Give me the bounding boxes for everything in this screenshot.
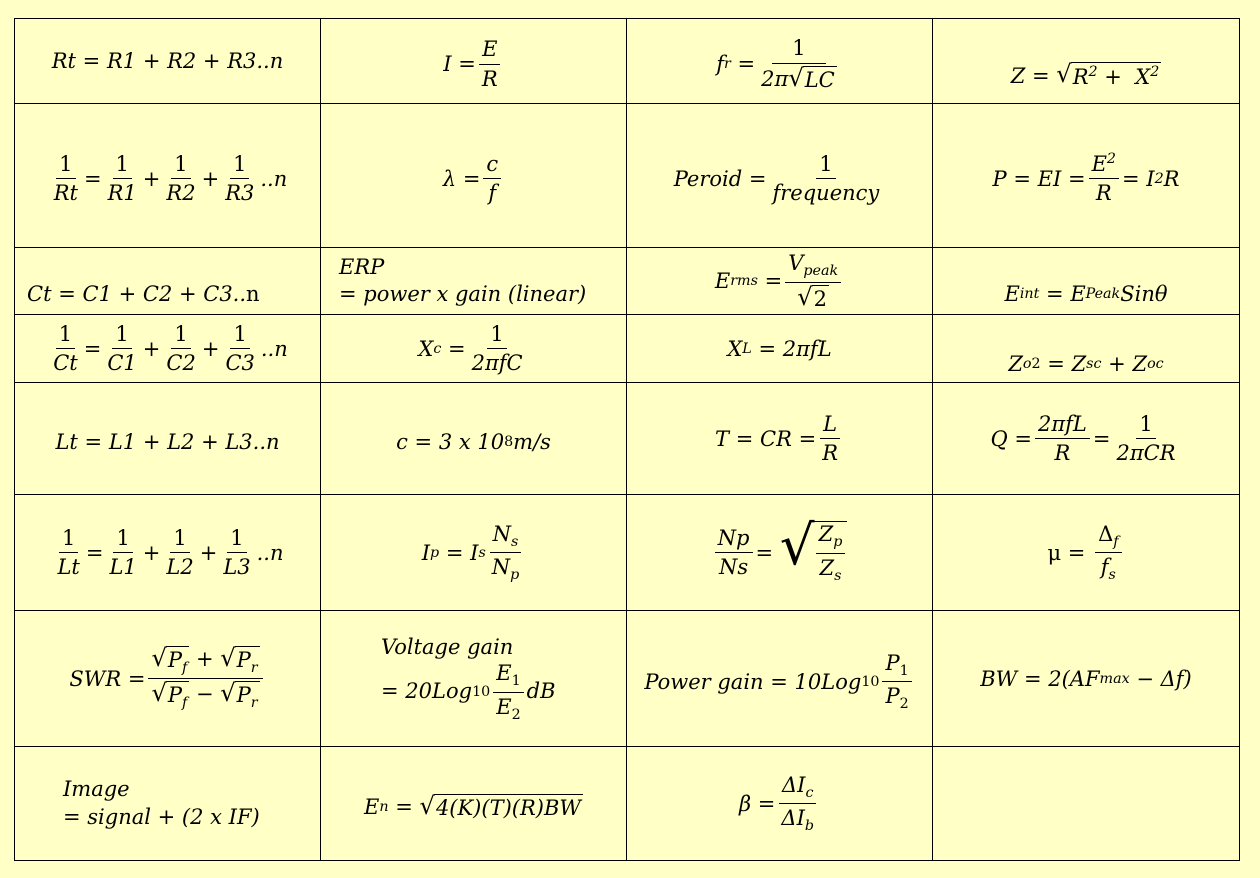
formula-lhs: Rt bbox=[51, 49, 76, 73]
minus-sign: − bbox=[1136, 666, 1154, 691]
equals-sign: = bbox=[1032, 63, 1050, 88]
equals-sign: = bbox=[758, 336, 777, 361]
unit: m/s bbox=[513, 429, 551, 454]
term: EI bbox=[1037, 166, 1062, 191]
denominator: R1 bbox=[107, 181, 137, 205]
numerator: Δ bbox=[1098, 521, 1114, 546]
unit: dB bbox=[526, 679, 556, 704]
superscript: 2 bbox=[1031, 356, 1041, 372]
formula-speed-of-light bbox=[321, 383, 627, 495]
superscript: 2 bbox=[1106, 151, 1116, 168]
formula-lhs: P bbox=[992, 166, 1007, 191]
denominator: frequency bbox=[772, 181, 880, 205]
subscript: p bbox=[510, 566, 520, 583]
formula-erp bbox=[321, 248, 627, 315]
denominator: Rt bbox=[53, 181, 78, 205]
formula-lhs: Peroid bbox=[673, 166, 743, 191]
subscript: f bbox=[182, 659, 188, 676]
equals-sign: = bbox=[462, 166, 481, 191]
plus-sign: + bbox=[142, 166, 161, 191]
denominator: ΔI bbox=[781, 806, 805, 830]
equals-sign: = bbox=[395, 794, 413, 819]
equals-sign: = bbox=[1014, 426, 1032, 451]
equals-sign: = bbox=[748, 166, 767, 191]
empty-cell bbox=[933, 747, 1240, 861]
equals-sign: = bbox=[798, 426, 817, 451]
denominator: L2 bbox=[166, 555, 194, 579]
subscript: s bbox=[834, 567, 842, 584]
denominator-prefix: 2π bbox=[761, 66, 789, 91]
term: 20Log bbox=[405, 679, 473, 704]
continuation: ..n bbox=[260, 336, 288, 361]
equals-sign: = bbox=[770, 669, 788, 694]
formula-lhs: c bbox=[396, 429, 408, 454]
term: Δf) bbox=[1160, 666, 1192, 691]
subscript: L bbox=[742, 340, 752, 357]
formula-lhs: T bbox=[715, 426, 730, 451]
equals-sign: = bbox=[1067, 166, 1086, 191]
formula-swr: SWR = √ $P_f$ + √ $P_r$ √ $P_f$ − √ $P_r$ bbox=[15, 611, 321, 747]
denominator: C2 bbox=[166, 351, 196, 375]
radicand: 2 bbox=[813, 286, 828, 311]
table-row bbox=[15, 495, 1240, 611]
numerator: P bbox=[885, 650, 900, 675]
square-root: √ $\frac{Z_p}{Z_s}$ bbox=[780, 521, 848, 584]
subscript: 1 bbox=[511, 673, 521, 690]
formula-total-inductance-parallel bbox=[15, 495, 321, 611]
superscript: 2 bbox=[1088, 64, 1098, 81]
equals-sign: = bbox=[735, 426, 754, 451]
denominator: Z bbox=[819, 555, 835, 580]
term: E bbox=[1070, 282, 1086, 306]
formula-total-resistance-parallel bbox=[15, 104, 321, 248]
subscript: 10 bbox=[861, 673, 880, 690]
formula-total-resistance-series bbox=[15, 19, 321, 104]
formula-lhs: ERP bbox=[339, 254, 385, 279]
equals-sign: = bbox=[82, 49, 101, 73]
term: CR bbox=[760, 426, 792, 451]
numerator: 1 bbox=[227, 526, 246, 553]
formula-lhs: BW bbox=[980, 666, 1018, 691]
equals-sign: = bbox=[83, 166, 102, 191]
denominator: R bbox=[822, 441, 838, 465]
formula-q-factor bbox=[933, 383, 1240, 495]
formula-resonant-frequency bbox=[627, 19, 933, 104]
term: R bbox=[1072, 65, 1089, 89]
subscript: b bbox=[804, 817, 815, 834]
subscript: Peak bbox=[1085, 286, 1121, 302]
formula-lhs: Voltage gain bbox=[381, 634, 514, 659]
formula-total-capacitance-series bbox=[15, 248, 321, 315]
equals-sign: = bbox=[445, 540, 464, 565]
formula-lhs: Q bbox=[990, 426, 1008, 451]
formula-total-capacitance-parallel bbox=[15, 315, 321, 383]
plus-sign: + bbox=[195, 646, 214, 671]
denominator: C3 bbox=[225, 351, 255, 375]
formula-time-constant bbox=[627, 383, 933, 495]
term: P bbox=[167, 647, 182, 672]
formula-modulation-index bbox=[933, 495, 1240, 611]
subscript: f bbox=[182, 694, 188, 711]
fraction bbox=[479, 37, 501, 90]
formula-capacitive-reactance bbox=[321, 315, 627, 383]
subscript: 10 bbox=[472, 683, 491, 700]
table-row bbox=[15, 383, 1240, 495]
formula-lhs: Power gain bbox=[644, 669, 764, 694]
formula-noise-voltage bbox=[321, 747, 627, 861]
formula-lhs: X bbox=[418, 336, 434, 361]
subscript: sc bbox=[1086, 356, 1102, 372]
numerator: 1 bbox=[772, 36, 825, 63]
numerator: 1 bbox=[230, 322, 249, 349]
numerator: 1 bbox=[56, 152, 75, 179]
equals-sign: = bbox=[764, 268, 783, 293]
numerator: 1 bbox=[1136, 412, 1155, 439]
formula-power bbox=[933, 104, 1240, 248]
formula-lhs: β bbox=[738, 791, 752, 816]
equals-sign: = bbox=[381, 679, 399, 704]
formula-image-frequency bbox=[15, 747, 321, 861]
table-row bbox=[15, 747, 1240, 861]
formula-lhs: E bbox=[714, 268, 731, 293]
formula-rhs: R1 + R2 + R3..n bbox=[106, 49, 284, 73]
formula-power-gain bbox=[627, 611, 933, 747]
numerator: Np bbox=[715, 526, 753, 553]
numerator: 1 bbox=[230, 152, 249, 179]
subscript: p bbox=[833, 534, 843, 551]
formula-rhs: = power x gain (linear) bbox=[339, 282, 587, 306]
numerator: 1 bbox=[487, 322, 506, 349]
subscript: n bbox=[379, 798, 389, 815]
subscript: r bbox=[724, 56, 731, 72]
formula-rhs: L1 + L2 + L3..n bbox=[108, 429, 280, 454]
term: X bbox=[1135, 65, 1151, 89]
formula-transistor-beta bbox=[627, 747, 933, 861]
numerator: E bbox=[479, 37, 500, 64]
equals-sign: = bbox=[1023, 666, 1042, 691]
formula-lhs: E bbox=[364, 794, 380, 819]
radicand: 4(K)(T)(R)BW bbox=[435, 795, 581, 820]
denominator: P bbox=[885, 684, 900, 708]
denominator: 2πfC bbox=[471, 351, 523, 375]
numerator: 1 bbox=[56, 322, 75, 349]
plus-sign: + bbox=[201, 336, 220, 361]
numerator: 1 bbox=[170, 526, 189, 553]
formula-bandwidth bbox=[933, 611, 1240, 747]
numerator: 1 bbox=[171, 322, 190, 349]
formula-transformer-current bbox=[321, 495, 627, 611]
term: P bbox=[236, 683, 251, 707]
subscript: 1 bbox=[899, 662, 909, 679]
numerator: 1 bbox=[113, 526, 132, 553]
superscript: 2 bbox=[1150, 64, 1160, 81]
numerator: 1 bbox=[816, 152, 835, 179]
equals-sign: = bbox=[737, 52, 756, 76]
formula-lhs: f bbox=[716, 52, 725, 76]
denominator: f bbox=[1100, 555, 1109, 579]
formula-lhs: μ bbox=[1047, 540, 1062, 565]
numerator: c bbox=[483, 152, 501, 179]
plus-sign: + bbox=[1104, 65, 1122, 89]
formula-lhs: Z bbox=[1010, 63, 1026, 88]
formula-lhs: λ bbox=[442, 166, 457, 191]
formula-lhs: Z bbox=[1008, 352, 1023, 376]
formula-lhs: I bbox=[443, 52, 452, 76]
formula-rhs: C1 + C2 + C3.. bbox=[82, 282, 247, 306]
numerator: 1 bbox=[171, 152, 190, 179]
term: 10Log bbox=[794, 669, 862, 694]
square-root: √ LC bbox=[788, 63, 835, 92]
denominator: R bbox=[1054, 441, 1071, 465]
formula-lhs: I bbox=[421, 540, 431, 565]
formula-ohms-law-current bbox=[321, 19, 627, 104]
equals-sign: = bbox=[755, 540, 774, 565]
subscript: f bbox=[1113, 533, 1119, 550]
denominator: Ct bbox=[53, 351, 78, 375]
subscript: o bbox=[1022, 356, 1032, 372]
formula-lhs: Lt bbox=[55, 429, 78, 454]
term: 3 x 10 bbox=[438, 429, 505, 454]
fraction bbox=[758, 36, 840, 91]
square-root: √ $R^2 + X^2$ bbox=[1056, 60, 1160, 89]
numerator: V bbox=[788, 251, 804, 276]
equals-sign: = bbox=[458, 52, 476, 76]
denominator: R bbox=[481, 66, 498, 91]
term: R bbox=[1163, 166, 1180, 191]
numerator: Z bbox=[818, 522, 834, 547]
equals-sign: = bbox=[448, 336, 466, 361]
formula-lhs: E bbox=[1004, 282, 1020, 306]
denominator: Ns bbox=[719, 555, 749, 579]
denominator: R bbox=[1095, 181, 1112, 206]
equals-sign: = bbox=[1121, 166, 1140, 191]
numerator: 1 bbox=[113, 152, 132, 179]
table-row bbox=[15, 315, 1240, 383]
equals-sign: = bbox=[414, 429, 433, 454]
equals-sign: = bbox=[84, 429, 103, 454]
numerator: E bbox=[496, 661, 512, 686]
subscript: s bbox=[478, 544, 486, 561]
formula-period bbox=[627, 104, 933, 248]
denominator: E bbox=[496, 694, 512, 719]
formula-wavelength bbox=[321, 104, 627, 248]
subscript: c bbox=[805, 784, 814, 801]
numerator: 1 bbox=[112, 322, 131, 349]
numerator: ΔI bbox=[781, 772, 806, 797]
superscript: 8 bbox=[504, 433, 514, 450]
equals-sign: = bbox=[1013, 166, 1031, 191]
formula-characteristic-impedance bbox=[933, 315, 1240, 383]
formula-impedance bbox=[933, 19, 1240, 104]
minus-sign: − bbox=[195, 682, 214, 706]
continuation: ..n bbox=[260, 166, 288, 191]
formula-lhs: X bbox=[727, 336, 743, 361]
plus-sign: + bbox=[199, 540, 218, 565]
formula-rhs: = signal + (2 x IF) bbox=[63, 804, 260, 829]
term: P bbox=[236, 647, 251, 672]
plus-sign: + bbox=[1108, 352, 1126, 376]
term: 2(AF bbox=[1048, 666, 1100, 691]
equals-sign: = bbox=[1092, 426, 1111, 451]
denominator: R3 bbox=[225, 181, 255, 205]
term: Z bbox=[1132, 352, 1148, 376]
subscript: s bbox=[1108, 566, 1116, 583]
denominator: C1 bbox=[107, 351, 137, 375]
equals-sign: = bbox=[1047, 352, 1065, 376]
formula-total-inductance-series bbox=[15, 383, 321, 495]
subscript: r bbox=[250, 659, 258, 676]
formula-lhs: Image bbox=[63, 777, 130, 802]
plus-sign: + bbox=[142, 540, 161, 565]
subscript: 2 bbox=[511, 706, 521, 723]
denominator: 2πCR bbox=[1116, 441, 1176, 465]
square-root: √ 4(K)(T)(R)BW bbox=[419, 791, 581, 820]
continuation: ..n bbox=[256, 540, 284, 565]
subscript: oc bbox=[1147, 356, 1164, 372]
equals-sign: = bbox=[1067, 540, 1086, 565]
equals-sign: = bbox=[127, 666, 146, 691]
subscript: max bbox=[1099, 670, 1130, 687]
formula-table bbox=[14, 18, 1240, 861]
radicand: LC bbox=[804, 67, 835, 92]
denominator: L3 bbox=[223, 555, 251, 579]
subscript: s bbox=[511, 533, 519, 550]
formula-voltage-gain bbox=[321, 611, 627, 747]
formula-lhs: SWR bbox=[69, 666, 122, 691]
equals-sign: = bbox=[1046, 282, 1064, 306]
numerator: 1 bbox=[59, 526, 78, 553]
plus-sign: + bbox=[142, 336, 161, 361]
denominator: R2 bbox=[166, 181, 196, 205]
table-row bbox=[15, 248, 1240, 315]
subscript: int bbox=[1019, 286, 1040, 302]
formula-rms-voltage bbox=[627, 248, 933, 315]
table-row bbox=[15, 104, 1240, 248]
denominator: Lt bbox=[57, 555, 80, 579]
subscript: p bbox=[430, 544, 440, 561]
numerator: 2πfL bbox=[1035, 412, 1090, 439]
term: P bbox=[167, 683, 182, 707]
term: Z bbox=[1071, 352, 1087, 376]
denominator: N bbox=[491, 555, 511, 579]
subscript: r bbox=[250, 694, 258, 711]
numerator: L bbox=[820, 412, 840, 439]
denominator: L1 bbox=[109, 555, 137, 579]
formula-transformer-impedance bbox=[627, 495, 933, 611]
formula-rhs: 2πfL bbox=[782, 336, 832, 361]
formula-instantaneous-voltage bbox=[933, 248, 1240, 315]
denominator: f bbox=[488, 181, 497, 205]
term: I bbox=[470, 540, 479, 565]
square-root: √ 2 bbox=[797, 282, 828, 311]
equals-sign: = bbox=[85, 540, 104, 565]
formula-lhs: Ct bbox=[27, 282, 52, 306]
term: n bbox=[246, 282, 260, 306]
subscript: peak bbox=[803, 263, 839, 280]
formula-inductive-reactance bbox=[627, 315, 933, 383]
plus-sign: + bbox=[201, 166, 220, 191]
table-row bbox=[15, 19, 1240, 104]
subscript: c bbox=[433, 340, 442, 357]
equals-sign: = bbox=[83, 336, 102, 361]
equals-sign: = bbox=[58, 282, 76, 306]
numerator: N bbox=[492, 521, 512, 546]
term: I bbox=[1146, 166, 1155, 191]
superscript: 2 bbox=[1154, 170, 1164, 187]
subscript: rms bbox=[730, 272, 758, 289]
subscript: 2 bbox=[899, 695, 909, 712]
table-row bbox=[15, 611, 1240, 747]
numerator: E bbox=[1091, 152, 1107, 177]
equals-sign: = bbox=[757, 791, 776, 816]
term: Sinθ bbox=[1120, 282, 1168, 306]
